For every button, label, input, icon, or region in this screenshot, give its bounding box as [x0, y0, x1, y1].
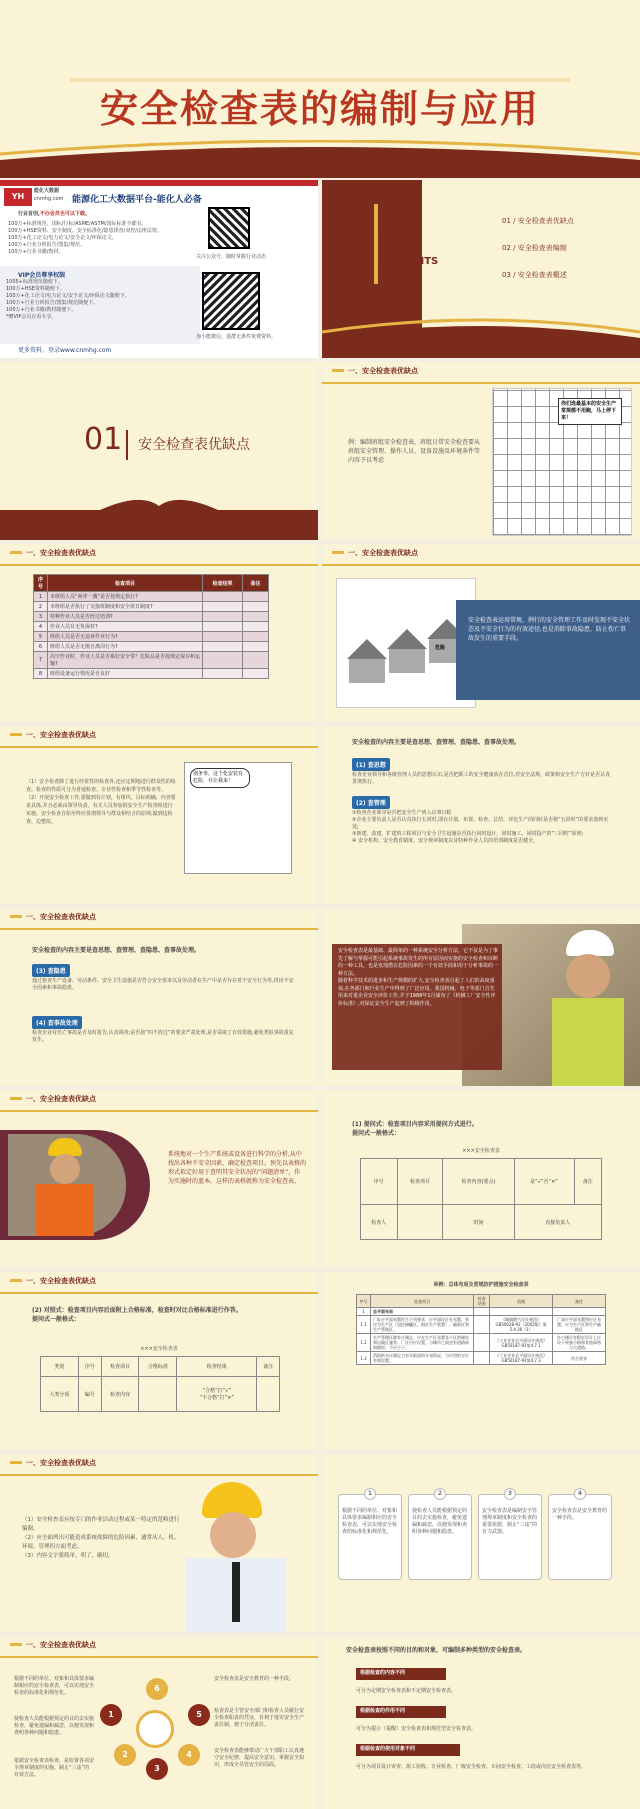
s18-head: 安全检查表按照不同的目的和对象，可编制多种类型的安全检查表。 [346, 1647, 527, 1654]
check-table-1: 序号 检查项目 检查结果 备注 1 本班组人员“两穿一戴”是否按规定执行? 2 本班组是否执行了交接班制度和安全值日制度? 3 特种作业人员是否经过培训? 4 作业人员有无负保衬? 5 班组人员是否无违章作业行为? 6 班组人员是否无擅自离岗行为? 7 高空作业时，作业人员是否系好安全带？危险品是否按规定保存和运输? 8 班组设备运行情况是否良好 [33, 574, 269, 679]
slide-16: 1 2 3 4 根据不同的单位、对象和具体要求编制相应的安全检查表，可以实现安全检查的标准化和规范化。 使检查人员能根据预定的目的去实施检查，避免遗漏和疏忽，以便发现和查明各种问题和隐患。 安全检查表是编制安全管理规章制度和安全检查的重要依据，制止“三违”的有力武器。 安全检查表是安全教育的一种手段。 [322, 1454, 640, 1632]
brand-logo: YH [4, 188, 32, 206]
s18-title-3: 根据检查的使用对象不同 [360, 1746, 416, 1752]
slide-7: 一、安全检查表优缺点 （1）安全检查除了进行经常性的检查外,还应定期地进行群众性的检查。检查的性质可分为普通检查、专业性检查和季节性检查等。 （2）开展安全检查工作,要做到有计划、有组织、目标明确、内容要求具体,并且必须由领导负责，有关人员参加的安全生产检查组进行实施。安全检查自始至终应贯彻领导与群众相结合的原则,做到边检查、边整改。 别争拳，这个化安装有危险，存让我来！ [0, 726, 318, 904]
part1-slide [0, 362, 318, 540]
brand-site: cnmhg.com [34, 196, 64, 202]
toc-item-3[interactable]: 03 / 安全检查表概述 [502, 271, 567, 279]
slide-8 [322, 726, 640, 904]
ad-headline: 能源化工大数据平台-能化人必备 [72, 195, 202, 205]
s8-text-1: 检查企业领导和各级管理人员的思想认识,是否把职工的安全健康放在首位,对安全法规、政策和安全生产方针是否认真贯彻执行。 [352, 772, 611, 785]
card-4: 安全检查表是安全教育的一种手段。 [552, 1508, 608, 1521]
slide-13: 一、安全检查表优缺点 (2) 对照式：检查项目内容后面附上合格标准，检查时对比合格标准进行作答。 提问式一般格式： ×××安全检查表 类别 序号 检查项目 合格标准 检查结果 备注 大类分项 编号 检查内容 “合格”打“√” “不合格”打“×” [0, 1272, 318, 1450]
question-table: 序号 检查项目 检查内容(要点) 是“√”否“×” 备注 检查人 时间 直接负责人 [360, 1158, 602, 1240]
slide-10 [322, 908, 640, 1086]
main-title: 安全检查表的编制与应用 [99, 87, 540, 131]
flower-diagram: 1 2 3 4 5 6 [100, 1674, 210, 1784]
s8-pill-2: (2) 查管理 [352, 796, 390, 809]
s13-table-title: ×××安全检查表 [140, 1346, 178, 1352]
slide-5: 一、安全检查表优缺点 序号 检查项目 检查结果 备注 1 本班组人员“两穿一戴”是否按规定执行? 2 本班组是否执行了交接班制度和安全值日制度? 3 特种作业人员是否经过培训? 4 作业人员有无负保衬? 5 班组人员是否无违章作业行为? 6 班组人员是否无擅自离岗行为? 7 高空作业时，作业人员是否系好安全带？危险品是否按规定保存和运输? 8 班组设备运行情况是否良好 [0, 544, 318, 722]
s6-text: 安全检查表运用常规、例行的安全管理工作及时发现不安全状态及不安全行为的有效途径,也是消除事故隐患、防止伤亡事故发生的重要手段。 [468, 617, 631, 642]
worker-clipboard-photo [8, 1134, 126, 1236]
s17-left-1: 根据不同的单位、对象和具体要求编制相应的安全检查表，可以实现安全检查的标准化和规范化。 [14, 1676, 95, 1696]
title-slide [0, 0, 640, 178]
s17-right-2: 检查表是主管安全部门和检查人员履行安全检查职责的凭证，有利于落实安全生产责任制，便于分清责任。 [214, 1708, 305, 1728]
s10-text: 安全检查表是最基础、最简单的一种系统安全分析方法，它不仅是为了事先了解与掌握可能引起系统事故发生的所有原因而实施的安全检查和诊断的一种工具，也是发现潜在危险因素的一个有效手段和用于分析事故的一种方法。 随着科学技术的进步和生产规模的扩大,安全检查表引起了人们的高度重视,在各部门和行业生产中得到了广泛应用。我国机械、电子等部门首先用来对重企业安全评价工作,并于1988年1月颁布了《机械工厂安全性评价标准》,对保证安全生产起到了积极作用。 [338, 948, 499, 1007]
s12-head: (1) 提问式：检查项目内容采用提问方式进行。 提问式一般格式： [352, 1121, 478, 1137]
s7-text: （1）安全检查除了进行经常性的检查外,还应定期地进行群众性的检查。检查的性质可分为普通检查、专业性检查和季节性检查等。 （2）开展安全检查工作,要做到有计划、有组织、目标明确、内容要求具体,并且必须由领导负责，有关人员参加的安全生产检查组进行实施。安全检查自始至终应贯彻领导与群众相结合的原则,做到边检查、边整改。 [26, 779, 176, 825]
ad-more[interactable]: 更多资料，登录www.cnmhg.com [18, 347, 112, 354]
slide-18 [322, 1636, 640, 1809]
s8-pill-1: (1) 查思想 [352, 758, 390, 771]
toc-title: 目录 [378, 236, 414, 257]
qr-code-1 [208, 207, 250, 249]
toc-item-2[interactable]: 02 / 安全检查表编制 [502, 244, 567, 252]
s9-pill-3: (3) 查隐患 [32, 964, 70, 977]
vip-lines: 1005+标准规范随便下。 100万+HSE资料随便下。 100万+化工论文/电力论文/安全论文/环保论文随便下。 100万+行业分析报告/图集/规范随便下。 100万+行业书籍/教材随便下。 *赠VIP会员在看专享。 [6, 279, 130, 320]
ad-first: 行业首创, [18, 211, 40, 217]
s9-text-3: 通过检查生产设备、劳动条件、安全卫生设施是否符合安全要求以及劳动者在生产中是否存在着不安全行为等,找出不安全因素和事故隐患。 [32, 978, 294, 991]
slide-11: 一、安全检查表优缺点 系统地对一个生产系统或设备进行科学的分析,从中找出各种不安全因素，确定检查项目。预先以表格的形式拟定好用于查明其安全状况的“问题清单”，作为实施时的蓝本。这样的表格就称为安全检查表。 [0, 1090, 318, 1268]
slide-17: 一、安全检查表优缺点 根据不同的单位、对象和具体要求编制相应的安全检查表，可以实现安全检查的标准化和规范化。 使检查人员能根据预定的目的去实施检查，避免遗漏和疏忽，以便发现和查明各种问题和隐患。 依据安全检查表检查，是监督各项安全规章制度的实施、制止“三违”的有效方法。 1 2 3 4 5 6 安全检查表是安全教育的一种手段。 检查表是主管安全部门和检查人员履行安全检查职责的凭证，有利于落实安全生产责任制，便于分清责任。 安全检查表能够带动广大干部职工认真遵守安全纪律，提高安全意识，掌握安全知识，形成全员管安全的局面。 [0, 1636, 318, 1809]
s18-desc-1: 可分为定期安全检查表和不定期安全检查表。 [356, 1688, 457, 1694]
toc-item-1[interactable]: 01 / 安全检查表优缺点 [502, 217, 574, 225]
qr1-caption: 关注公众号，随时掌握行业动态 [196, 254, 267, 260]
slide-15: 一、安全检查表优缺点 （1）安全检查表应按专门的作业活动过程或某一特定的范畴进行编制。 （2）应全面列出可能造成系统故障的危险因素，通常从人、机、环境、管理四方面考虑。 （3）内容文字要简单、明了、确切。 [0, 1454, 318, 1632]
s18-title-1: 根据检查的内容不同 [360, 1670, 406, 1676]
vip-title: VIP会员尊享权限 [18, 272, 66, 279]
card-3: 安全检查表是编制安全管理规章制度和安全检查的重要依据，制止“三违”的有力武器。 [482, 1508, 538, 1535]
ad-first-red: 不办会员也可以下载。 [39, 211, 90, 217]
s18-title-2: 根据检查的作用不同 [360, 1708, 406, 1714]
qr-code-2 [202, 272, 260, 330]
s12-table-title: ×××安全检查表 [462, 1148, 500, 1154]
s4-text: 例：编制班组安全检查表，班组日常安全检查要从班组安全管理、操作人员、设备设施及环境条件等内容予以考虑 [348, 439, 481, 464]
toc-slide [322, 180, 640, 358]
s17-right-1: 安全检查表是安全教育的一种手段。 [214, 1676, 295, 1682]
engineer-photo [176, 1476, 310, 1632]
ad-lines: 100万+标准规范、国标/行标/ASME/ASTM/国际标准全都有。 100万+HSE资料、安全制度、安全标准化/隐患排查/双控/法律法规。 100万+化工论文/电力论文/安全论文/环保论文。 100万+行业分析报告/图集/规范。 100万+行业书籍/教材。 [8, 221, 162, 255]
qr2-caption: 加小能微信，进群无条件免费资料。 [196, 334, 277, 340]
s9-text-4: 检查企业对伤亡事故是否及时报告,认真调查;是否按“四不放过”的要求严肃处理,是否采取了有效措施,避免类似事故重复发生。 [32, 1030, 294, 1043]
slide-14 [322, 1272, 640, 1450]
slide-12 [322, 1090, 640, 1268]
s14-title: 举例：总体布局及常规防护措施安全检查表 [433, 1282, 529, 1288]
s17-left-2: 使检查人员能根据预定的目的去实施检查，避免遗漏和疏忽，以便发现和查明各种问题和隐患。 [14, 1716, 95, 1736]
s17-left-3: 依据安全检查表检查，是监督各项安全规章制度的实施、制止“三违”的有效方法。 [14, 1758, 95, 1778]
toc-sub: CONTENTS [378, 256, 439, 267]
part-number: 01 [84, 422, 123, 457]
s11-text: 系统地对一个生产系统或设备进行科学的分析,从中找出各种不安全因素，确定检查项目。预先以表格的形式拟定好用于查明其安全状况的“问题清单”，作为实施时的蓝本。这样的表格就称为安全检查表。 [168, 1151, 307, 1185]
houses-illustration: 危险 [336, 578, 476, 708]
brand-name: 能化大数据 [34, 188, 60, 194]
slide-4 [322, 362, 640, 540]
card-2: 使检查人员能根据预定的目的去实施检查，避免遗漏和疏忽，以便发现和查明各种问题和隐患。 [412, 1508, 468, 1535]
slide-9: 一、安全检查表优缺点 安全检查的内容主要是查思想、查管理、查隐患、查事故处理。 (3) 查隐患 通过检查生产设备、劳动条件、安全卫生设施是否符合安全要求以及劳动者在生产中是否存在着不安全行为等,找出不安全因素和事故隐患。 (4) 查事故处理 检查企业对伤亡事故是否及时报告,认真调查;是否按“四不放过”的要求严肃处理,是否采取了有效措施,避免类似事故重复发生。 [0, 908, 318, 1086]
ad-slide [0, 180, 318, 358]
s13-head: (2) 对照式：检查项目内容后面附上合格标准，检查时对比合格标准进行作答。 提问式一般格式： [32, 1307, 242, 1323]
s9-head: 安全检查的内容主要是查思想、查管理、查隐患、查事故处理。 [32, 947, 201, 954]
slide-6: 一、安全检查表优缺点 危险 安全检查表运用常规、例行的安全管理工作及时发现不安全状态及不安全行为的有效途径,也是消除事故隐患、防止伤亡事故发生的重要手段。 [322, 544, 640, 722]
s18-desc-2: 可分为提示（提醒）安全检查表和规范型安全检查表。 [356, 1726, 477, 1732]
section-label: 一、安全检查表优缺点 [348, 367, 418, 375]
compare-table: 类别 序号 检查项目 合格标准 检查结果 备注 大类分项 编号 检查内容 “合格”打“√” “不合格”打“×” [40, 1356, 280, 1412]
s15-text: （1）安全检查表应按专门的作业活动过程或某一特定的范畴进行编制。 （2）应全面列出可能造成系统故障的危险因素，通常从人、机、环境、管理四方面考虑。 （3）内容文字要简单、明了、确切。 [22, 1517, 180, 1559]
wave-decoration [0, 140, 640, 178]
s7-bubble: 别争拳，这个化安装有危险，存让我来！ [190, 768, 250, 788]
s4-sign: 你们选最基本的安全生产常规都不用跑，马上停下来！ [558, 398, 622, 425]
s9-pill-4: (4) 查事故处理 [32, 1016, 82, 1029]
card-1: 根据不同的单位、对象和具体要求编制相应的安全检查表，可以实现安全检查的标准化和规范化。 [342, 1508, 398, 1535]
example-table: 序号 检查项目 检查结果 依据 备注 1 总平面布局 1.1 厂址应平面布置符合下列要求：应平面设计在布置，须付为生产区（包括储罐区、烟区生产装置）、辅助区和生产管理区。 《城镇燃气设计规范》GB50028-93（2002版）第5.4.36（1） 厂加应平面布置图应区布置，应为生产区和生产辅助区 1.2 生产管理区除外应满足，应在生产区布置各个区的储存和运输区施等。厂区内应设置。与城市之间也有道路间间隙时，不应小于。 《工业企业总平面设计规范》GB50187-93第4.7.1 办公楼应在附近设计上应设干单独小路和其他网络与大道路。 1.3 消防供水应满足当有关职责的分布情况，与应用的方位有效设置。 《工业企业总平面设计规范》GB50187-93第4.7.3 符合要求 [356, 1294, 606, 1365]
s8-head: 安全检查的内容主要是查思想、查管理、查隐患、查事故处理。 [352, 739, 521, 746]
s17-right-3: 安全检查表能够带动广大干部职工认真遵守安全纪律，提高安全意识，掌握安全知识，形成全员管安全的局面。 [214, 1748, 305, 1768]
part-label: 安全检查表优缺点 [138, 437, 250, 453]
s8-text-2: ①检查企业领导是否把安全生产列入议事日程 ②企业主要负责人是否认真执行五同时,即在计划、布置、检查、总结、评比生产的同时是否将“五同时”的要求落到实处; ③新建、改建、扩建的工程项目与安全卫生设施是否执行同时设计、同时施工、同时投产的“三同时”原则; ④ 安全机构、安全教育制度、安全规章制度以及特种作业人员的培训制度是否健全。 [352, 810, 609, 844]
s18-desc-3: 可分为项目设计审查、竣工验收、专业检查、厂级安全检查、车间安全检查、工段或岗位安全检查表等。 [356, 1764, 587, 1770]
